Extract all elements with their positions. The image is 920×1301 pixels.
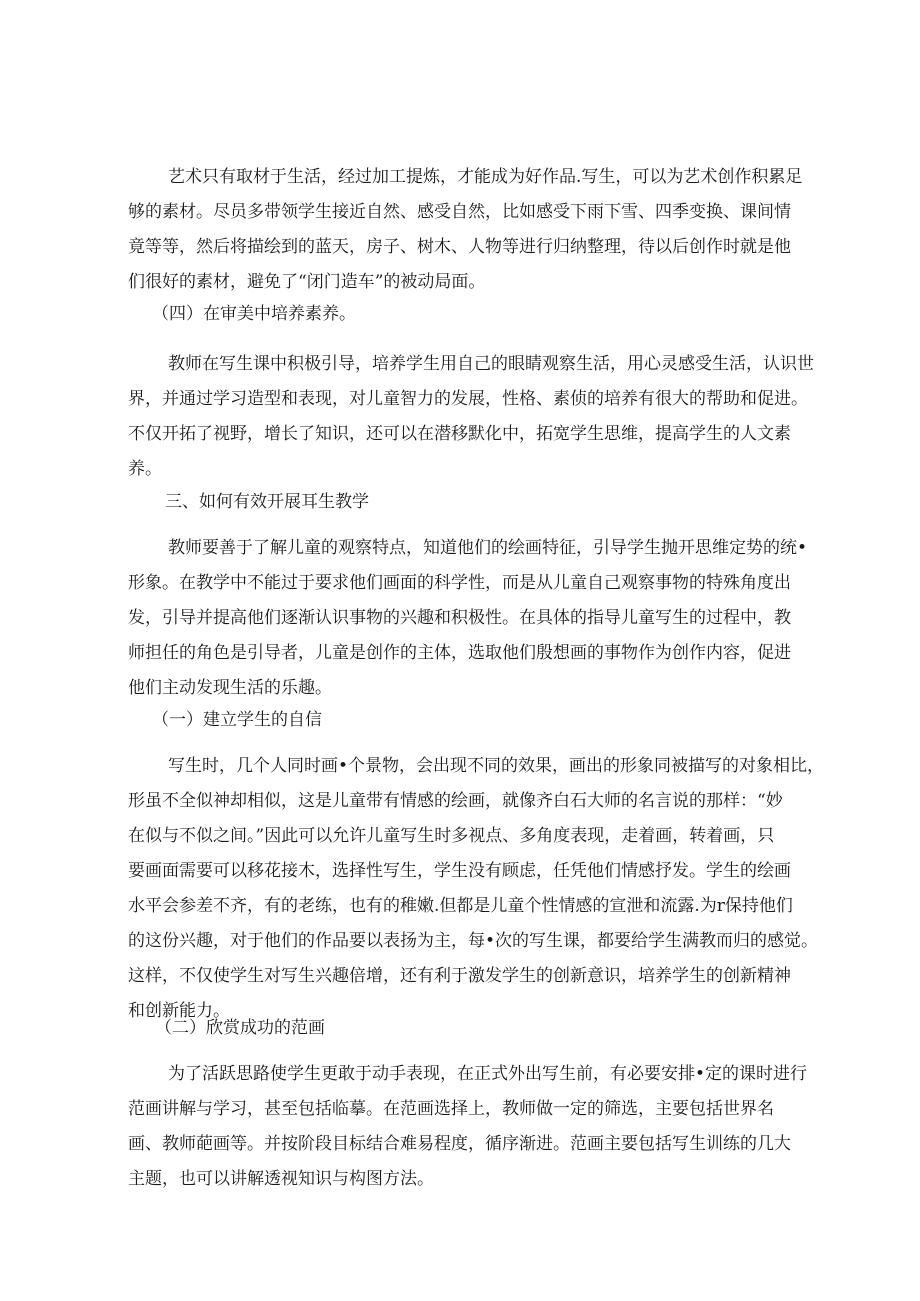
text-line: 和创新能力。: [128, 1001, 230, 1021]
text-line: 这样，不仅使学生对写生兴趣倍增，还有利于激发学生的创新意识，培养学生的创新精神: [128, 966, 791, 986]
paragraph-1: [128, 160, 803, 300]
text-line: 发，引导并提高他们逐渐认识事物的兴趣和积极性。在具体的指导儿童写生的过程中，教: [128, 608, 791, 628]
paragraph-5: [128, 1057, 808, 1197]
text-line: 竟等等，然后将描绘到的蓝天，房子、树木、人物等进行归纳整理，待以后创作时就是他: [128, 237, 791, 257]
text-line: 界，并通过学习造型和表现，对儿童智力的发展，性格、素侦的培养有很大的帮助和促进。: [128, 389, 808, 409]
text-line: 教师在写生课中积极引导，培养学生用自己的眼睛观察生活，用心灵感受生活，认识世: [168, 354, 814, 374]
text-line: 养。: [128, 459, 162, 479]
text-line: 主题，也可以讲解透视知识与构图方法。: [128, 1169, 434, 1189]
text-line: 艺术只有取材于生活，经过加工提炼，才能成为好作品.写生，可以为艺术创作积累足: [168, 167, 803, 187]
section-heading: （一）建立学生的自信: [152, 710, 322, 730]
text-line: 范画讲解与学习，甚至包括临摹。在范画选择上，教师做一定的筛选，主要包括世界名: [128, 1099, 774, 1119]
section-heading: 三、如何有效开展耳生教学: [165, 492, 369, 512]
section-heading: （二）欣赏成功的范画: [155, 1018, 325, 1038]
text-line: 写生时，几个人同时画•个景物，会出现不同的效果，画出的形象同被描写的对象相比，: [168, 756, 825, 776]
text-line: 形虽不全似神却相似，这是儿童带有情感的绘画，就像齐白石大师的名言说的那样：“妙: [128, 791, 783, 811]
text-line: 要画面需要可以移花接木，选择性写生，学生没有顾虑，任凭他们情感抒发。学生的绘画: [128, 861, 791, 881]
text-line: 师担任的角色是引导者，儿童是创作的主体，选取他们殷想画的事物作为创作内容，促进: [128, 643, 791, 663]
text-line: 为了活跃思路使学生更敢于动手表现，在正式外出写生前，有必要安排•定的课时进行: [168, 1064, 808, 1084]
paragraph-4: [128, 749, 825, 1029]
text-line: 形象。在教学中不能过于要求他们画面的科学性，而是从儿童自己观察事物的特殊角度出: [128, 573, 791, 593]
text-line: 够的素材。尽员多带领学生接近自然、感受自然，比如感受下雨下雪、四季变换、课间情: [128, 202, 791, 222]
text-line: 他们主动发现生活的乐趣。: [128, 678, 332, 698]
text-line: 不仅开拓了视野，增长了知识，还可以在潜移默化中，拓宽学生思维，提高学生的人文素: [128, 424, 791, 444]
paragraph-3: [128, 531, 808, 706]
text-line: 教师要善于了解儿童的观察特点，知道他们的绘画特征，引导学生抛开思维定势的统•: [168, 538, 808, 558]
text-line: 水平会参差不齐，有的老练，也有的稚嫩.但都是儿童个性情感的宣泄和流露.为r保持他们: [128, 896, 793, 916]
section-heading: （四）在审美中培养素养。: [152, 304, 356, 324]
paragraph-2: [128, 347, 814, 487]
text-line: 画、教师葩画等。并按阶段目标结合难易程度，循序渐进。范画主要包括写生训练的几大: [128, 1134, 791, 1154]
text-line: 在似与不似之间。”因此可以允许儿童写生时多视点、多角度表现，走着画，转着画，只: [128, 826, 775, 846]
text-line: 们很好的素材，避免了“闭门造车”的被动局面。: [128, 272, 486, 292]
text-line: 的这份兴趣，对于他们的作品要以表扬为主，每•次的写生课，都要给学生满教而归的感觉。: [128, 931, 819, 951]
